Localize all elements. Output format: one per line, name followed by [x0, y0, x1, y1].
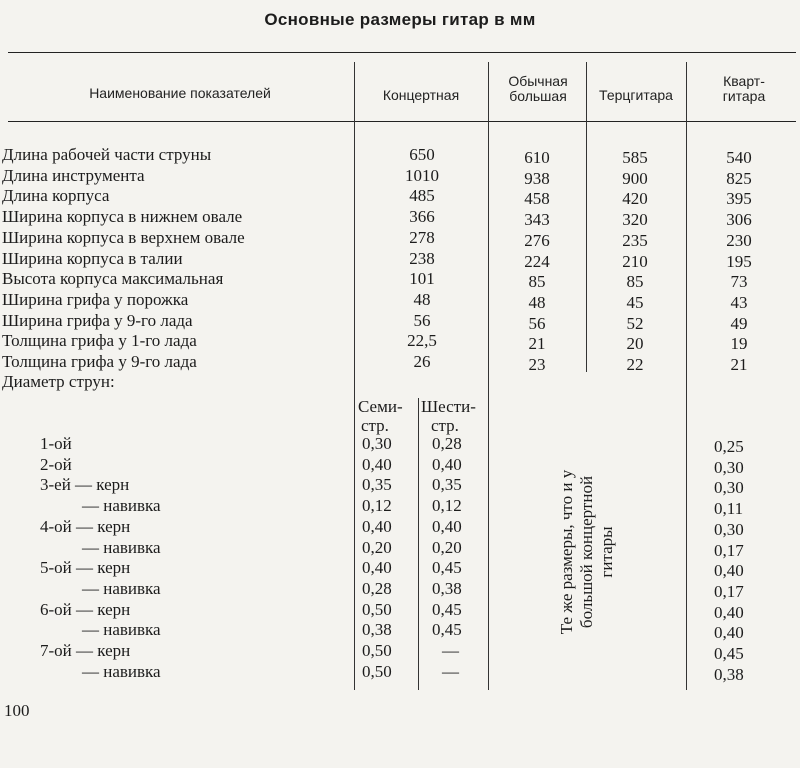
note-line-2: большой концертной — [577, 475, 596, 629]
same-as-concert-note — [557, 402, 617, 702]
quart-guitar-value: 0,30 — [714, 478, 744, 498]
seven-string-value: 0,50 — [362, 599, 392, 619]
table-cell: 235 — [622, 230, 648, 250]
table-row-label: Толщина грифа у 9-го лада — [2, 352, 197, 371]
six-string-value: 0,45 — [432, 620, 462, 640]
table-cell: 366 — [409, 207, 435, 227]
table-cell: 900 — [622, 168, 648, 188]
diameter-row-label: 2-ой — [40, 454, 72, 474]
table-cell: 210 — [622, 251, 648, 271]
diameter-row-label: 7-ой — керн — [40, 641, 131, 660]
quart-guitar-value: 0,38 — [714, 664, 744, 684]
seven-string-value: 0,40 — [362, 454, 392, 474]
table-cell: 85 — [528, 272, 546, 292]
column-divider-1 — [354, 62, 355, 690]
table-row-label: Ширина грифа у порожка — [2, 289, 189, 309]
seven-string-header-line1: Семи- — [358, 397, 403, 416]
seven-string-header — [358, 397, 403, 435]
six-string-header-line1: Шести- — [421, 397, 476, 416]
table-row-label: Ширина корпуса в талии — [2, 248, 183, 268]
table-cell: 276 — [524, 230, 550, 250]
table-row-label: Длина инструмента — [2, 165, 145, 185]
six-string-value: 0,20 — [432, 537, 462, 557]
table-cell: 306 — [726, 210, 752, 230]
column-divider-3 — [586, 62, 587, 372]
quart-guitar-value: 0,25 — [714, 437, 744, 456]
header-quart — [690, 74, 798, 104]
table-cell: 101 — [409, 269, 435, 289]
table-cell: 73 — [730, 272, 748, 292]
table-cell: 52 — [626, 313, 644, 333]
six-string-header-line2: стр. — [431, 416, 459, 435]
table-cell: 22,5 — [407, 331, 437, 351]
six-string-value: — — [442, 661, 459, 681]
seven-string-value: 0,12 — [362, 496, 392, 516]
six-string-value: — — [442, 641, 459, 660]
table-cell: 650 — [409, 145, 435, 164]
table-row-label: Ширина корпуса в нижнем овале — [2, 207, 243, 227]
diameter-row-label: — навивка — [82, 661, 161, 681]
table-row-label: Длина корпуса — [2, 186, 110, 206]
six-string-value: 0,40 — [432, 516, 462, 536]
table-cell: 320 — [622, 210, 648, 230]
table-cell: 85 — [626, 272, 644, 292]
seven-string-value: 0,40 — [362, 516, 392, 536]
table-cell: 238 — [409, 248, 435, 268]
header-concert: Концертная — [382, 87, 460, 103]
seven-string-value: 0,40 — [362, 558, 392, 578]
six-string-value: 0,45 — [432, 599, 462, 619]
table-cell: 43 — [730, 292, 748, 312]
six-string-value: 0,45 — [432, 558, 462, 578]
table-cell: 1010 — [405, 165, 439, 185]
diameter-row-label: 5-ой — керн — [40, 558, 131, 578]
diameter-row-label: 3-ей — керн — [40, 475, 130, 495]
table-row-label: Высота корпуса максимальная — [2, 269, 224, 289]
column-divider-2 — [488, 62, 489, 690]
header-quart-line2: гитара — [722, 88, 766, 104]
quart-guitar-value: 0,17 — [714, 581, 744, 601]
table-row-label: Длина рабочей части струны — [2, 145, 212, 164]
table-cell: 485 — [409, 186, 435, 206]
seven-string-header-line2: стр. — [361, 416, 389, 435]
diameter-row-label: 4-ой — керн — [40, 516, 131, 536]
seven-string-value: 0,50 — [362, 661, 392, 681]
table-cell: 230 — [726, 230, 752, 250]
table-cell: 938 — [524, 168, 550, 188]
table-cell: 49 — [730, 313, 748, 333]
table-cell: 26 — [413, 352, 431, 371]
note-line-1: Те же размеры, что и у — [557, 469, 576, 635]
quart-guitar-value: 0,11 — [714, 499, 744, 519]
six-string-value: 0,28 — [432, 434, 462, 453]
header-terz: Терцгитара — [599, 87, 673, 103]
table-cell: 56 — [528, 313, 546, 333]
diameter-row-label: — навивка — [82, 496, 161, 516]
header-bottom-rule — [8, 121, 796, 122]
diameter-row-label: — навивка — [82, 537, 161, 557]
header-quart-line1: Кварт- — [723, 73, 765, 89]
seven-string-value: 0,28 — [362, 578, 392, 598]
quart-guitar-value: 0,45 — [714, 644, 744, 663]
six-string-value: 0,40 — [432, 454, 462, 474]
table-cell: 19 — [730, 334, 748, 354]
table-cell: 540 — [726, 148, 752, 167]
string-subcolumn-divider — [418, 398, 419, 690]
seven-string-value: 0,20 — [362, 537, 392, 557]
table-cell: 343 — [524, 210, 550, 230]
diameter-row-label: — навивка — [82, 620, 161, 640]
table-row-label: Ширина корпуса в верхнем овале — [2, 227, 245, 247]
table-cell: 610 — [524, 148, 550, 167]
table-cell: 278 — [409, 227, 435, 247]
table-title: Основные размеры гитар в мм — [264, 10, 536, 29]
table-cell: 585 — [622, 148, 648, 167]
diameter-row-label: 1-ой — [40, 434, 72, 453]
six-string-value: 0,12 — [432, 496, 462, 516]
table-cell: 21 — [528, 334, 546, 354]
quart-guitar-value: 0,17 — [714, 540, 744, 560]
table-cell: 48 — [528, 292, 546, 312]
column-divider-4 — [686, 62, 687, 690]
quart-guitar-value: 0,30 — [714, 519, 744, 539]
table-cell: 20 — [626, 334, 644, 354]
table-cell: 224 — [524, 251, 550, 271]
six-string-value: 0,35 — [432, 475, 462, 495]
seven-string-value: 0,50 — [362, 641, 392, 660]
seven-string-value: 0,35 — [362, 475, 392, 495]
six-string-header — [421, 397, 476, 435]
page-number: 100 — [4, 701, 30, 720]
table-cell: 395 — [726, 189, 752, 209]
table-cell: 56 — [413, 310, 431, 330]
quart-guitar-value: 0,40 — [714, 602, 744, 622]
quart-guitar-value: 0,40 — [714, 623, 744, 643]
diameter-row-label: 6-ой — керн — [40, 599, 131, 619]
seven-string-value: 0,38 — [362, 620, 392, 640]
header-regular-large — [490, 74, 586, 104]
table-cell: 420 — [622, 189, 648, 209]
note-line-3: гитары — [597, 526, 616, 578]
quart-guitar-value: 0,40 — [714, 561, 744, 581]
table-row-label: Ширина грифа у 9-го лада — [2, 310, 193, 330]
table-cell: 22 — [626, 355, 644, 374]
table-cell: 458 — [524, 189, 550, 209]
table-row-label: Толщина грифа у 1-го лада — [2, 331, 197, 351]
table-cell: 23 — [528, 355, 546, 374]
header-regular-large-line2: большая — [509, 88, 567, 104]
table-cell: 21 — [730, 355, 748, 374]
table-cell: 45 — [626, 292, 644, 312]
header-regular-large-line1: Обычная — [508, 73, 568, 89]
diameter-row-label: — навивка — [82, 578, 161, 598]
table-cell: 48 — [413, 289, 431, 309]
quart-guitar-value: 0,30 — [714, 457, 744, 477]
table-cell: 825 — [726, 168, 752, 188]
seven-string-value: 0,30 — [362, 434, 392, 453]
header-name-column: Наименование показателей — [89, 85, 271, 101]
diameter-label: Диаметр струн: — [2, 372, 115, 391]
six-string-value: 0,38 — [432, 578, 462, 598]
header-top-rule — [8, 52, 796, 53]
table-cell: 195 — [726, 251, 752, 271]
